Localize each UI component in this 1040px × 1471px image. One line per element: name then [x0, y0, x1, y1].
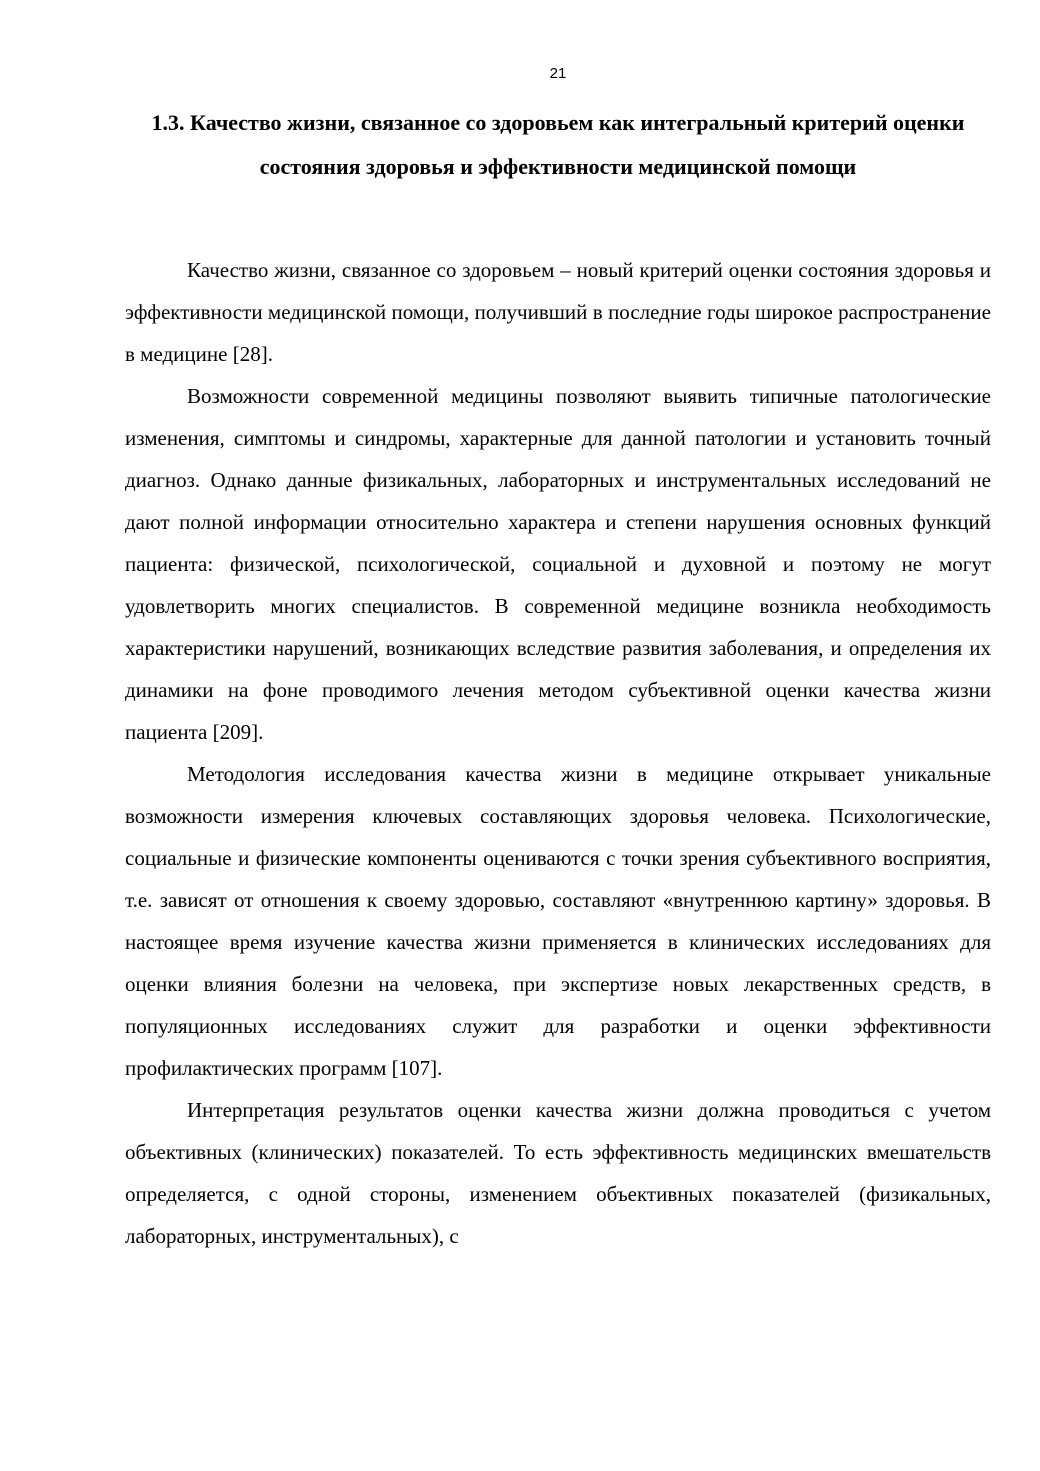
- paragraph: Качество жизни, связанное со здоровьем – новый критерий оценки состояния здоровья и эффективности медицинской помощи, получивший в последние годы широкое распространение в медицине [28].: [125, 258, 991, 366]
- section-heading: 1.3. Качество жизни, связанное со здоровьем как интегральный критерий оценки состояния здоровья и эффективности медицинской помощи: [151, 110, 965, 179]
- body-text: [125, 249, 991, 1257]
- page-number: 21: [549, 65, 567, 82]
- paragraph: Интерпретация результатов оценки качества жизни должна проводиться с учетом объективных (клинических) показателей. То есть эффективность медицинских вмешательств определяется, с одной стороны, изменением объективных показателей (физикальных, лабораторных, инструментальных), с: [125, 1098, 991, 1248]
- paragraph: Методология исследования качества жизни в медицине открывает уникальные возможности измерения ключевых составляющих здоровья человека. Психологические, социальные и физические компоненты оцениваются с точки зрения субъективного восприятия, т.е. зависят от отношения к своему здоровью, составляют «внутреннюю картину» здоровья. В настоящее время изучение качества жизни применяется в клинических исследованиях для оценки влияния болезни на человека, при экспертизе новых лекарственных средств, в популяционных исследованиях служит для разработки и оценки эффективности профилактических программ [107].: [125, 762, 991, 1080]
- paragraph: Возможности современной медицины позволяют выявить типичные патологические изменения, симптомы и синдромы, характерные для данной патологии и установить точный диагноз. Однако данные физикальных, лабораторных и инструментальных исследований не дают полной информации относительно характера и степени нарушения основных функций пациента: физической, психологической, социальной и духовной и поэтому не могут удовлетворить многих специалистов. В современной медицине возникла необходимость характеристики нарушений, возникающих вследствие развития заболевания, и определения их динамики на фоне проводимого лечения методом субъективной оценки качества жизни пациента [209].: [125, 384, 991, 744]
